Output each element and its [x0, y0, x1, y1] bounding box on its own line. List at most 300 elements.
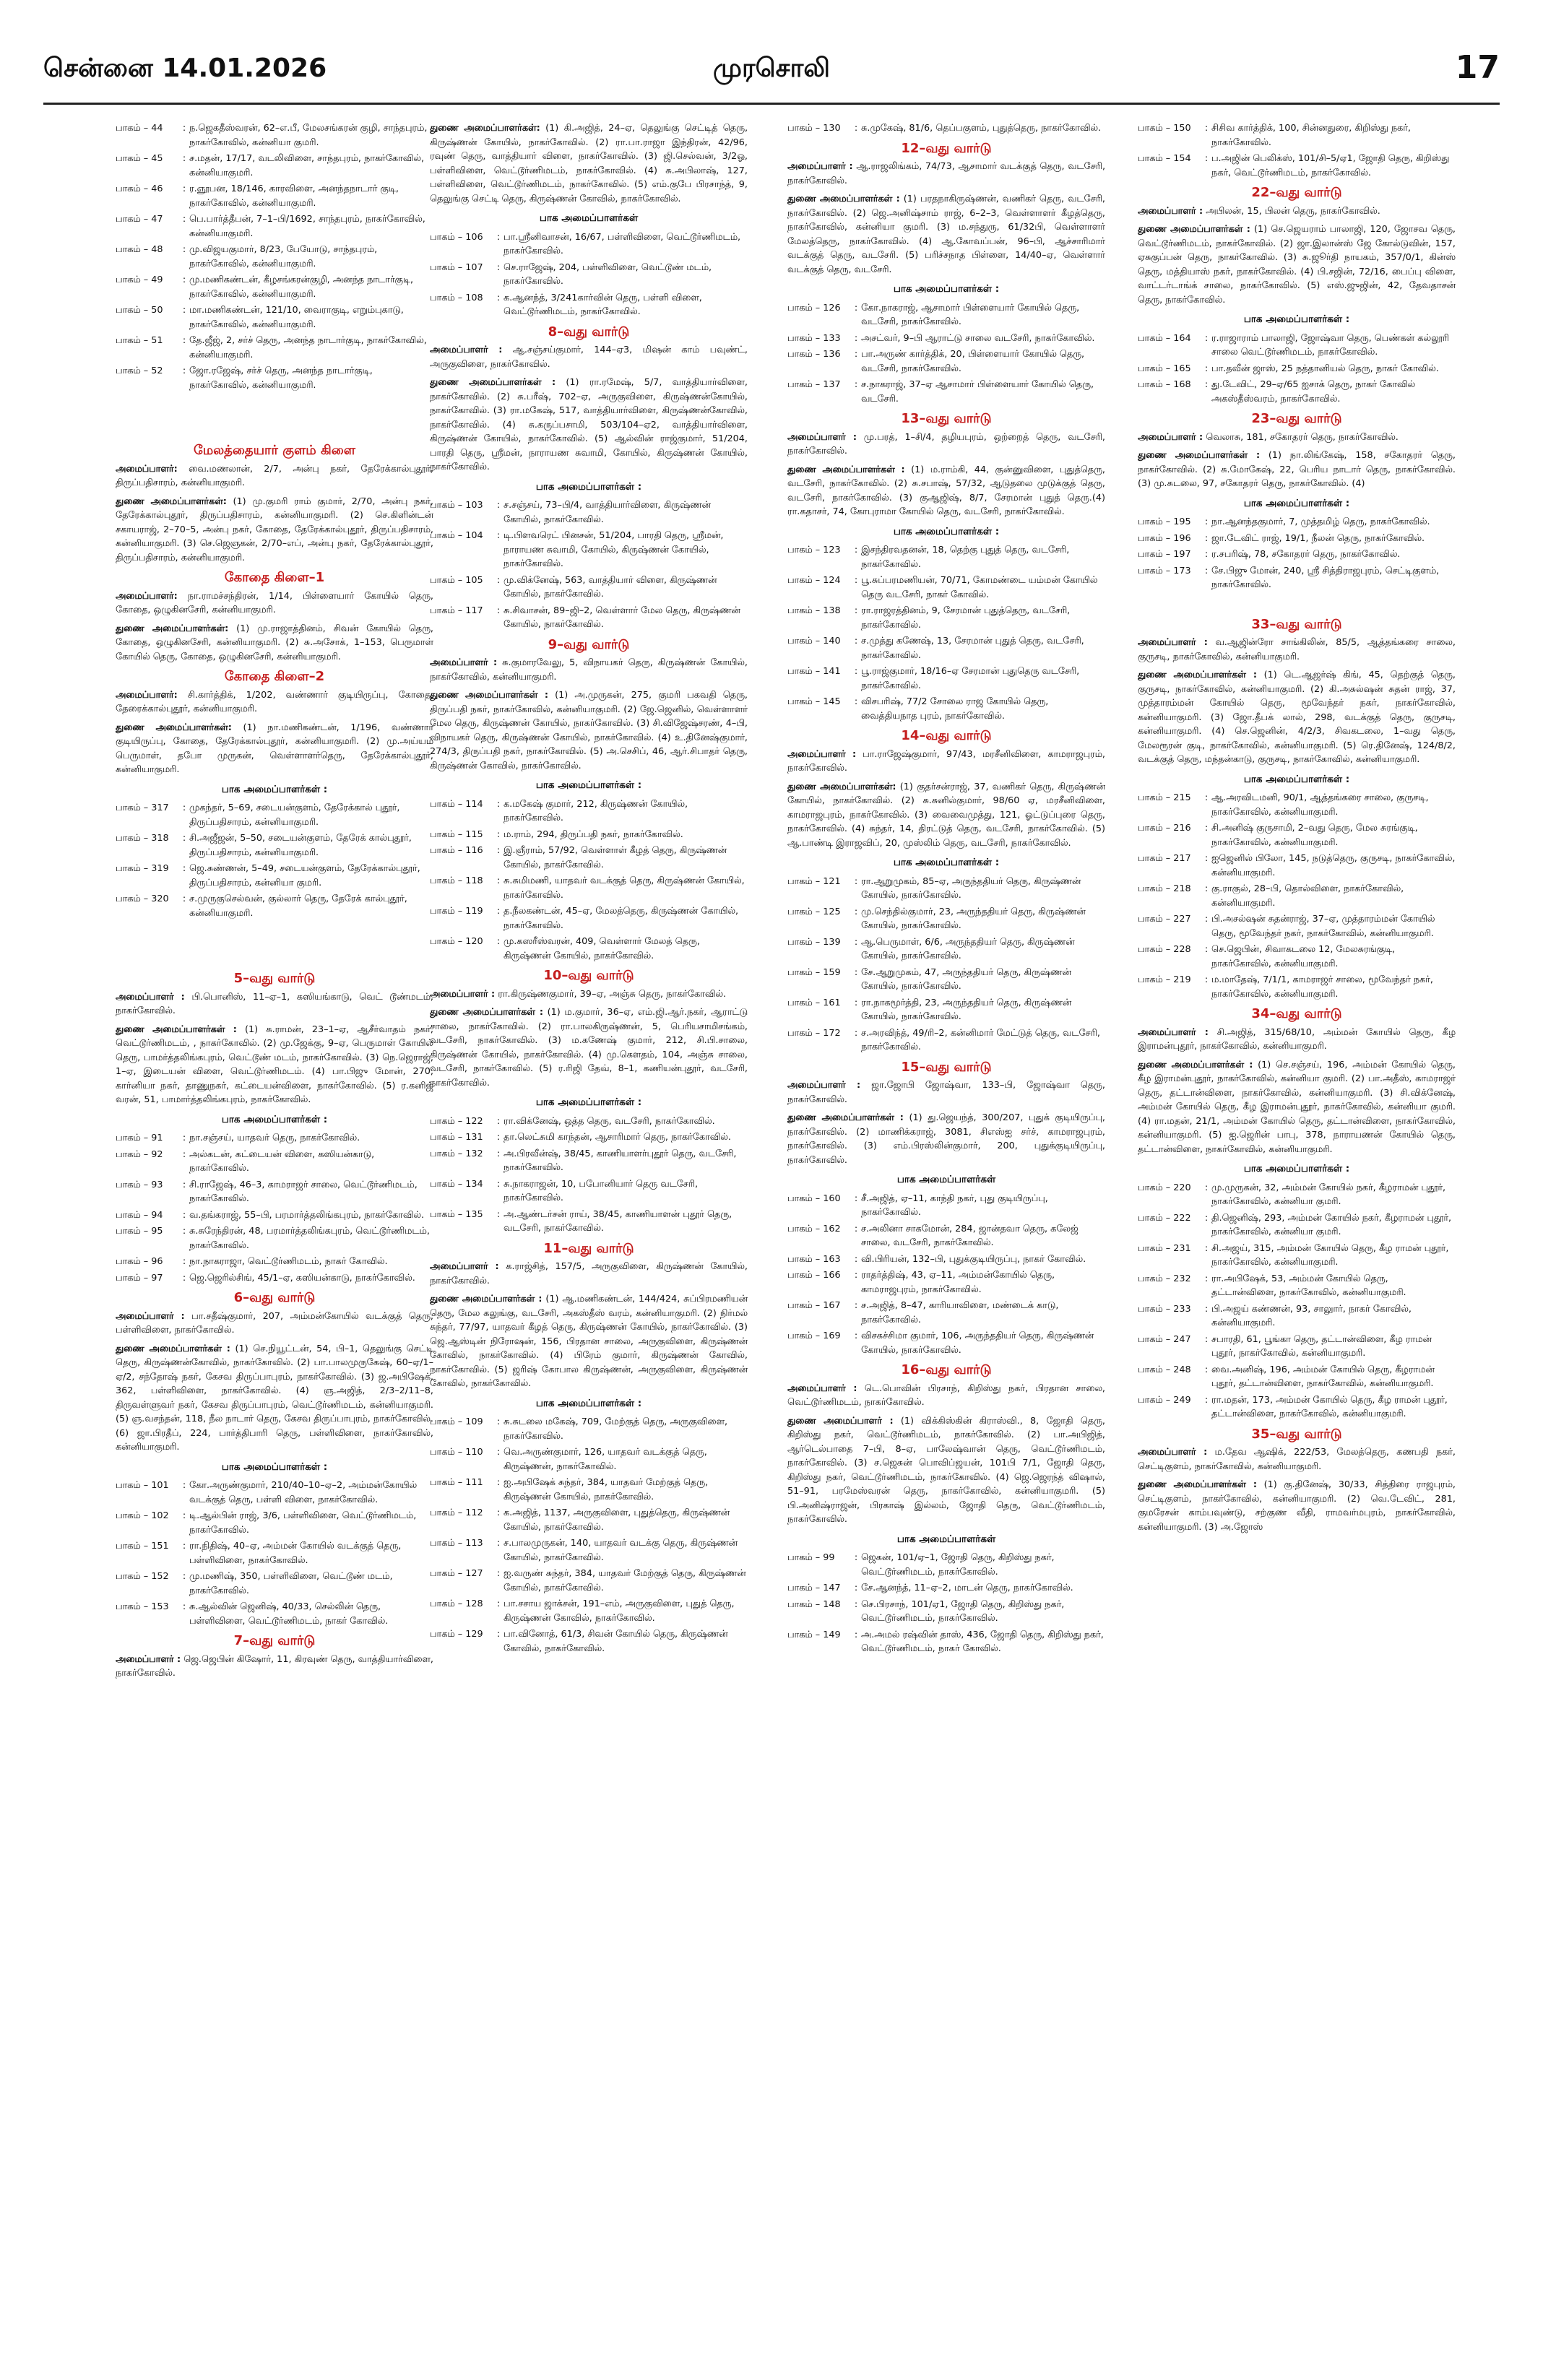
booth-number: பாகம் – 129: [430, 1629, 483, 1640]
role-label: அமைப்பாளர் :: [116, 1310, 185, 1322]
section-heading: 11–வது வார்டு: [543, 1240, 634, 1256]
role-label: துணை அமைப்பாளர்கள்:: [430, 123, 540, 134]
booth-entry: [430, 604, 748, 632]
separator-colon: :: [854, 906, 858, 917]
section-heading: 14–வது வார்டு: [901, 728, 992, 743]
separator-colon: :: [496, 798, 501, 810]
booth-organizer: கோ.அருண்குமார், 210/40–10–ஏ–2, அம்மன்கோயில் வடக்குத் தெரு, பள்ளி விளை, நாகர்கோவில்.: [189, 1480, 418, 1505]
booth-entry: [116, 1208, 433, 1223]
booth-organizer: நா.சஞ்சய், யாதவர் தெரு, நாகர்கோவில்.: [189, 1133, 360, 1143]
booth-number: பாகம் – 317: [116, 802, 169, 813]
separator-colon: :: [1204, 123, 1209, 134]
booth-organizer: பா.தவீன் ஜாஸ், 25 நத்தானியல் தெரு, நாகர் கோவில்.: [1211, 363, 1439, 374]
booth-number: பாகம் – 137: [787, 379, 841, 390]
newspaper-name: முரசொலி: [713, 53, 830, 83]
section-heading: 7–வது வார்டு: [233, 1633, 316, 1648]
separator-colon: :: [1204, 1212, 1209, 1224]
booth-organizer: சீ.அஜித், ஏ–11, காந்தி நகர், புது குடியிருப்பு, நாகர்கோவில்.: [861, 1193, 1048, 1218]
booth-number: பாகம் – 128: [430, 1598, 483, 1609]
booth-number: பாகம் – 50: [116, 305, 163, 316]
organizer-paragraph: [787, 748, 1105, 776]
separator-colon: :: [182, 1133, 186, 1143]
booth-entry: [430, 1597, 748, 1625]
separator-colon: :: [496, 530, 501, 541]
booth-number: பாகம் – 125: [787, 906, 841, 917]
booth-number: பாகம் – 166: [787, 1270, 841, 1281]
booth-entry: [116, 1255, 433, 1269]
booth-entry: [787, 574, 1105, 602]
column-4: [1138, 121, 1456, 2353]
booth-organizer: க.அஜித், 1137, அருகுவிளை, புதுத்தெரு, கிருஷ்ணன் கோயில், நாகர்கோவில்.: [503, 1507, 730, 1533]
booth-entry: [116, 892, 433, 920]
role-names: (1) செ.நியூட்டன், 54, பி–1, தெலுங்கு செட்டி தெரு, கிருஷ்ணன்கோவில், நாகர்கோவில். (2) பா.பாலமுருகேஷ், 60–ஏ/1–ஏ/2, சந்தோஷ் நகர், கேசவ திருப்பாபுரம், நாகர்கோவில். (3) ஜ.அபிஷேக், 362, பள்ளிவிளை, நாகர்கோவில். (4) ஞ.அஜித், 2/3–2/11–8, திருவள்ளுவர் நகர், கேசவ திருப்பாபுரம், வெட்டூர்ணிமடம், கன்னியாகுமரி. (5) ஞ.வசந்தன், 118, நீல நாடார் தெரு, கேசவ திருப்பாபுரம், நாகர்கோவில். (6) ஜா.பிரதீப், 224, பார்த்திபாரி தெரு, பள்ளிவிளை, நாகர்கோவில், கன்னியாகுமரி.: [116, 1343, 433, 1453]
booth-organizer: ஆ.பெருமாள், 6/6, அருந்ததியர் தெரு, கிருஷ்ணன் கோயில், நாகர்கோவில்.: [861, 936, 1075, 961]
booth-organizer: நா.நாகராஜா, வெட்டூர்ணிமடம், நாகர் கோவில்.: [189, 1256, 388, 1267]
separator-colon: :: [496, 1477, 501, 1488]
booth-organizer: ஜெ.ஜெரில்சிங், 45/1–ஏ, கஸியன்காடு, நாகர்கோவில்.: [189, 1272, 415, 1284]
separator-colon: :: [496, 1416, 501, 1427]
booth-entry: [1138, 1363, 1456, 1391]
booth-number: பாகம் – 173: [1138, 565, 1191, 576]
separator-colon: :: [182, 1571, 186, 1582]
booth-organizer: அல்கடன், கட்டையன் விளை, கஸியன்காடு, நாகர்கோவில்.: [189, 1148, 375, 1174]
booth-organizer: விசகச்சிமா குமார், 106, அருந்ததியர் தெரு, கிருஷ்ணன் கோயில், நாகர்கோவில்.: [861, 1330, 1094, 1356]
booth-entry: [116, 182, 433, 210]
subheading: பாக அமைப்பாளர்கள் :: [535, 480, 642, 493]
separator-colon: :: [496, 1538, 501, 1549]
role-names: சு.குமாரவேலு, 5, விநாயகர் தெரு, கிருஷ்ணன் கோயில், நாகர்கோவில், கன்னியாகுமரி.: [430, 657, 748, 683]
role-names: ஜெ.ஜெபின் கிஷோர், 11, கிரவுண் தெரு, வாத்தியார்விளை, நாகர்கோவில்.: [116, 1653, 433, 1679]
booth-entry: [116, 212, 433, 241]
subheading: பாக அமைப்பாளர்கள் :: [221, 1461, 328, 1473]
booth-organizer: ந.ஜெகதீஸ்வரன், 62–எ.பீ, மேலசங்கரன் குழி, சாந்தபுரம், நாகர்கோவில், கன்னியா குமரி.: [189, 123, 428, 148]
booth-organizer: சே.பிஜு மோன், 240, ஸ்ரீ சித்திராஜபுரம், செட்டிகுளம், நாகர்கோவில்.: [1211, 565, 1440, 590]
organizer-paragraph: [1138, 1445, 1456, 1474]
booth-number: பாகம் – 318: [116, 833, 169, 844]
booth-organizer: கு.ராகுல், 28–பி, தொல்விளை, நாகர்கோவில், கன்னியாகுமரி.: [1211, 883, 1404, 909]
section-heading: 33–வது வார்டு: [1251, 616, 1342, 632]
role-label: துணை அமைப்பாளர்கள் :: [1138, 1059, 1253, 1070]
booth-entry: [1138, 852, 1456, 880]
booth-entry: [787, 875, 1105, 903]
role-label: துணை அமைப்பாளர்கள்:: [116, 623, 229, 634]
role-label: அமைப்பாளர் :: [787, 431, 857, 443]
organizer-paragraph: [787, 1078, 1105, 1107]
role-names: (1) ஆ.மணிகண்டன், 144/424, சுப்பிரமணியன் தெரு, மேல கலுங்கு, வடசேரி, அகஸ்தீஸ் வரம், கன்னியாகுமரி. (2) நிர்மல் சுந்தர், 77/97, யாதவர் கீழத் தெரு, கிருஷ்ணன் கோயில், நாகர்கோவில். (3) ஜெ.ஆஸ்டின் நிரோஷன், 156, பிரதான சாலை, அருகுவிளை, கிருஷ்ணன் கோவில், நாகர்கோவில். (4) பிரேம் குமார், கிருஷ்ணன் கோவில், நாகர்கோவில். (5) ஜரிஷ் கோபால கிருஷ்ணன், அருகுவிளை, கிருஷ்ணன் கோவில், நாகர்கோவில்.: [430, 1294, 748, 1389]
booth-number: பாகம் – 249: [1138, 1394, 1191, 1406]
booth-number: பாகம் – 217: [1138, 853, 1191, 864]
booth-organizer: பா.வினோத், 61/3, சிவன் கோயில் தெரு, கிருஷ்ணன் கோவில், நாகர்கோவில்.: [503, 1629, 728, 1654]
separator-colon: :: [854, 875, 858, 887]
organizer-paragraph: [430, 343, 748, 371]
organizer-paragraph: [116, 1653, 433, 1681]
booth-entry: [430, 904, 748, 932]
booth-entry: [430, 291, 748, 319]
role-label: அமைப்பாளர் :: [430, 657, 498, 668]
booth-number: பாகம் – 197: [1138, 549, 1191, 560]
booth-entry: [787, 634, 1105, 662]
column-3: [787, 121, 1105, 2353]
booth-organizer: ஐ.அபிஷேக் சுந்தர், 384, யாதவர் மேற்குத் தெரு, கிருஷ்ணன் கோயில், நாகர்கோவில்.: [503, 1477, 709, 1502]
booth-entry: [116, 364, 433, 392]
separator-colon: :: [496, 292, 501, 303]
organizer-paragraph: [430, 987, 748, 1002]
booth-organizer: ச.அரவிந்த், 49/ரி–2, கன்னிமார் மேட்டுத் தெரு, வடசேரி, நாகர்கோவில்.: [861, 1027, 1100, 1052]
booth-number: பாகம் – 126: [787, 302, 841, 313]
booth-number: பாகம் – 319: [116, 863, 169, 874]
separator-colon: :: [182, 183, 186, 194]
organizer-paragraph: [430, 1005, 748, 1090]
booth-organizer: தே.ஜீஜ், 2, சர்ச் தெரு, அனந்த நாடார்குடி, நாகர்கோவில், கன்னியாகுமரி.: [189, 335, 427, 360]
role-label: அமைப்பாளர்:: [116, 590, 178, 602]
booth-organizer: ச.மதன், 17/17, வடலிவிளை, சாந்தபுரம், நாகர்கோவில், கன்னியாகுமரி.: [189, 153, 425, 178]
separator-colon: :: [182, 863, 186, 874]
booth-number: பாகம் – 45: [116, 153, 163, 164]
role-label: துணை அமைப்பாளர்கள் :: [430, 1294, 543, 1304]
booth-number: பாகம் – 49: [116, 274, 163, 285]
role-label: துணை அமைப்பாளர்கள் :: [787, 464, 905, 475]
booth-entry: [430, 1130, 748, 1145]
booth-entry: [430, 1177, 748, 1206]
separator-colon: :: [1204, 1394, 1209, 1406]
separator-colon: :: [1204, 1273, 1209, 1284]
booth-number: பாகம் – 114: [430, 798, 483, 810]
booth-organizer: சு.சிவாசன், 89–ஜி–2, வெள்ளார் மேல தெரு, கிருஷ்ணன் கோயில், நாகர்கோவில்.: [503, 605, 740, 630]
booth-organizer: ஜோ.ரஜேஷ், சர்ச் தெரு, அனந்த நாடார்குடி, நாகர்கோவில், கன்னியாகுமரி.: [189, 365, 373, 391]
separator-colon: :: [496, 1115, 501, 1127]
booth-entry: [787, 543, 1105, 571]
booth-entry: [430, 828, 748, 842]
separator-colon: :: [496, 1447, 501, 1458]
booth-organizer: ர.சபரிஷ், 78, சகோதரர் தெரு, நாகர்கோவில்.: [1211, 549, 1401, 560]
booth-number: பாகம் – 109: [430, 1416, 483, 1427]
booth-number: பாகம் – 140: [787, 636, 841, 646]
organizer-paragraph: [430, 376, 748, 475]
separator-colon: :: [1204, 565, 1209, 576]
booth-organizer: கோ.நாகராஜ், ஆசாமார் பிள்ளையார் கோயில் தெரு, வடசேரி, நாகர்கோவில்.: [861, 302, 1080, 327]
booth-number: பாகம் – 108: [430, 292, 483, 303]
booth-organizer: பி.அஜய் கண்ணன், 93, சாலுார், நாகர் கோவில், கன்னியாகுமரி.: [1211, 1303, 1412, 1328]
role-names: மு.பரத், 1–சி/4, தழியபுரம், ஒற்றைத் தெரு, வடசேரி, நாகர்கோவில்.: [787, 431, 1105, 456]
role-names: டெ.பொவின் பிரசாந், கிறிஸ்து நகர், பிரதான சாலை, வெட்டூர்ணிமடம், நாகர்கோவில்.: [787, 1382, 1105, 1408]
booth-number: பாகம் – 118: [430, 875, 483, 886]
subheading: பாக அமைப்பாளர்கள் :: [221, 783, 328, 795]
booth-organizer: த.நீலகண்டன், 45–ஏ, மேலத்தெரு, கிருஷ்ணன் கோயில், நாகர்கோவில்.: [503, 906, 739, 931]
booth-organizer: ஐஜெனில் பிலோ, 145, நடுத்தெரு, குருசடி, நாகர்கோவில், கன்னியாகுமரி.: [1211, 853, 1456, 878]
booth-entry: [1138, 1393, 1456, 1421]
separator-colon: :: [496, 936, 501, 947]
booth-entry: [1138, 152, 1456, 180]
role-names: (1) மு.குமரி ராம் குமார், 2/70, அன்பு நகர், தேரேக்கால்புதூர், திருப்பதிசாரம், கன்னியாகுமரி. (2) செ.கிளின்டன் சகாயராஜ், 2–70–5, அன்பு நகர், கோதை, தேரேக்கால்புதூர், திருப்பதிசாரம், கன்னியாகுமரி. (3) செ.ஜெஞகன், 2/70–எப், அன்பு நகர், தேரேக்கால்புதூர், திருப்பதிசாரம், கன்னியாகுமரி.: [116, 496, 433, 563]
role-label: துணை அமைப்பாளர்கள் :: [430, 377, 556, 388]
booth-organizer: மு.கஸரீஸ்வரன், 409, வெள்ளார் மேலத் தெரு, கிருஷ்ணன் கோயில், நாகர்கோவில்.: [503, 936, 700, 961]
separator-colon: :: [1204, 379, 1209, 390]
subheading: பாக அமைப்பாளர்கள் :: [535, 1096, 642, 1108]
booth-entry: [430, 1445, 748, 1474]
booth-number: பாகம் – 150: [1138, 123, 1191, 134]
role-names: (1) பரதநாகிருஷ்ணன், வணிகர் தெரு, வடசேரி, நாகர்கோவில். (2) ஜெ.அனிஷ்சாம் ராஜ், 6–2–3, வெள்ளாளர் கீழத்தெரு, நாகர்கோவில், கன்னியா குமரி. (3) ம.சந்துரு, 61/32பி, வெள்ளாளர் மேலத்தெரு, நாகர்கோவில். (4) ஆ.கோவப்பன், 96–பி, ஆச்சாரிமார் வடக்குத் தெரு, வடசேரி. (5) பரிச்சநாத பிள்ளை, 14/40–ஏ, வெள்ளார் வடக்குத் தெரு, வடசேரி.: [787, 194, 1105, 275]
booth-organizer: ரா.ராஜரத்தினம், 9, சேரமான் புதுத்தெரு, வடசேரி, நாகர்கோவில்.: [861, 605, 1071, 631]
role-label: அமைப்பாளர் :: [1138, 205, 1203, 217]
booth-organizer: பெ.பார்த்தீபன், 7–1–பி/1692, சாந்தபுரம், நாகர்கோவில், கன்னியாகுமரி.: [189, 214, 425, 239]
booth-number: பாகம் – 48: [116, 244, 163, 255]
booth-organizer: நா.ஆனந்தகுமார், 7, முத்தமிழ் தெரு, நாகர்கோவில்.: [1211, 516, 1430, 527]
booth-number: பாகம் – 115: [430, 828, 483, 840]
subheading: பாக அமைப்பாளர்கள் :: [1243, 497, 1350, 509]
separator-colon: :: [1204, 1182, 1209, 1193]
booth-number: பாகம் – 165: [1138, 363, 1191, 374]
booth-number: பாகம் – 131: [430, 1132, 483, 1143]
booth-organizer: வி.பிரியன், 132–பி, புதுக்குடியிருப்பு, நாகர் கோவில்.: [861, 1253, 1086, 1265]
booth-entry: [1138, 332, 1456, 360]
booth-entry: [1138, 1211, 1456, 1239]
organizer-paragraph: [1138, 449, 1456, 491]
booth-entry: [116, 1600, 433, 1628]
booth-entry: [787, 1329, 1105, 1357]
booth-number: பாகம் – 152: [116, 1571, 169, 1582]
booth-entry: [1138, 564, 1456, 592]
booth-number: பாகம் – 220: [1138, 1182, 1191, 1193]
booth-number: பாகம் – 101: [116, 1480, 169, 1491]
booth-entry: [787, 121, 1105, 136]
booth-number: பாகம் – 96: [116, 1256, 163, 1267]
separator-colon: :: [854, 123, 858, 134]
role-names: (1) அ.முருகன், 275, குமரி பகவதி தெரு, திருப்பதி நகர், நாகர்கோவில், கன்னியாகுமரி. (2) ஜே.ஜெனில், வெள்ளாளர் மேல தெரு, கிருஷ்ணன் கோயில், நாகர்கோவில். (3) சி.விஜேஷ்சரண், 4–பி, விநாயகர் தெரு, கிருஷ்ணன் கோயில், நாகர்கோவில். (4) உ.தினேஷ்குமார், 274/3, திருப்பதி நகர், நாகர்கோவில். (5) அ.செசிப், 46, ஆர்.சிபாதர் தெரு, கிருஷ்ணன் கோவில், நாகர்கோவில்.: [430, 690, 748, 771]
booth-number: பாகம் – 51: [116, 335, 163, 346]
column-2: [430, 121, 748, 2353]
subheading: பாக அமைப்பாளர்கள் :: [221, 1113, 328, 1125]
separator-colon: :: [854, 696, 858, 707]
separator-colon: :: [182, 833, 186, 844]
booth-entry: [1138, 548, 1456, 562]
booth-number: பாகம் – 169: [787, 1330, 841, 1341]
separator-colon: :: [1204, 532, 1209, 544]
role-label: துணை அமைப்பாளர்கள்:: [116, 496, 227, 507]
booth-entry: [116, 273, 433, 301]
booth-organizer: மு.செந்தில்குமார், 23, அருந்ததியர் தெரு, கிருஷ்ணன் கோயில், நாகர்கோவில்.: [861, 906, 1086, 931]
booth-number: பாகம் – 104: [430, 530, 483, 541]
organizer-paragraph: [1138, 1478, 1456, 1534]
section-heading: கோதை கிளை–1: [224, 570, 325, 585]
booth-organizer: ஆ.அரவிடமனி, 90/1, ஆத்தங்கரை சாலை, குருசடி, நாகர்கோவில், கன்னியாகுமரி.: [1211, 792, 1429, 818]
separator-colon: :: [1204, 1364, 1209, 1375]
role-label: அமைப்பாளர் :: [1138, 637, 1208, 648]
organizer-paragraph: [116, 589, 433, 618]
organizer-paragraph: [116, 721, 433, 777]
booth-organizer: மு.மணிகண்டன், கீழசங்கரன்குழி, அனந்த நாடார்குடி, நாகர்கோவில், கன்னியாகுமரி.: [189, 274, 414, 300]
role-label: துணை அமைப்பாளர்கள் :: [430, 690, 548, 701]
section-heading: மேலத்தையார் குளம் கிளை: [193, 443, 356, 458]
booth-organizer: சே.ஆறுமுகம், 47, அருந்ததியர் தெரு, கிருஷ்ணன் கோயில், நாகர்கோவில்.: [861, 966, 1071, 992]
booth-entry: [1138, 515, 1456, 529]
separator-colon: :: [854, 379, 858, 390]
booth-number: பாகம் – 99: [787, 1552, 835, 1563]
separator-colon: :: [854, 1253, 858, 1265]
role-label: துணை அமைப்பாளர்கள் :: [1138, 1479, 1257, 1490]
organizer-paragraph: [787, 192, 1105, 277]
role-names: சி.அஜித், 315/68/10, அம்மன் கோயில் தெரு, கீழ இராமன்புதூர், நாகர்கோவில், கன்னியாகுமரி.: [1138, 1026, 1456, 1052]
booth-organizer: ச.அலினா சாகமோன், 284, ஜான்தவா தெரு, கலேஜ் சாலை, வடசேரி, நாகர்கோவில்.: [861, 1223, 1079, 1248]
booth-entry: [116, 831, 433, 860]
subheading: பாக அமைப்பாளர்கள் :: [893, 525, 1000, 537]
booth-entry: [787, 1026, 1105, 1055]
separator-colon: :: [1204, 1333, 1209, 1345]
booth-entry: [116, 1509, 433, 1537]
booth-number: பாகம் – 248: [1138, 1364, 1191, 1375]
booth-entry: [1138, 1181, 1456, 1209]
booth-number: பாகம் – 106: [430, 231, 483, 243]
spacer: [1138, 594, 1456, 612]
booth-entry: [1138, 378, 1456, 406]
booth-organizer: ர.ஞூபன, 18/146, காரவிளை, அனந்தநாடார் குடி, நாகர்கோவில், கன்னியாகுமரி.: [189, 183, 399, 209]
booth-organizer: ரா.விக்னேஷ், ஒத்த தெரு, வடசேரி, நாகர்கோவில்.: [503, 1115, 715, 1127]
booth-entry: [116, 152, 433, 180]
role-label: அமைப்பாளர் :: [430, 1261, 499, 1272]
booth-entry: [430, 1567, 748, 1595]
booth-number: பாகம் – 151: [116, 1541, 169, 1552]
booth-number: பாகம் – 136: [787, 349, 841, 360]
section-heading: 35–வது வார்டு: [1251, 1426, 1342, 1442]
booth-number: பாகம் – 134: [430, 1178, 483, 1190]
booth-entry: [787, 905, 1105, 933]
separator-colon: :: [496, 500, 501, 511]
separator-colon: :: [854, 1583, 858, 1593]
separator-colon: :: [1204, 944, 1209, 955]
booth-entry: [1138, 912, 1456, 940]
separator-colon: :: [496, 845, 501, 856]
organizer-paragraph: [1138, 204, 1456, 219]
role-names: அபிலன், 15, பிலன் தெரு, நாகர்கோவில்.: [1206, 205, 1380, 217]
separator-colon: :: [1204, 792, 1209, 803]
booth-entry: [787, 695, 1105, 723]
booth-organizer: தி.ஜெனிஷ், 293, அம்மன் கோயில் நகர், கீழராமன் புதூர், நாகர்கோவில், கன்னியா குமரி.: [1211, 1212, 1452, 1237]
separator-colon: :: [854, 1330, 858, 1341]
booth-entry: [787, 1222, 1105, 1250]
booth-organizer: சே.ஆனந்த், 11–ஏ–2, மாடன் தெரு, நாகர்கோவில்.: [861, 1583, 1073, 1593]
booth-entry: [787, 301, 1105, 329]
booth-organizer: ம.மாதேஷ், 7/1/1, காமராஜர் சாலை, மூவேந்தர் நகர், நாகர்கோவில், கன்னியாகுமரி.: [1211, 974, 1433, 1000]
booth-entry: [430, 529, 748, 571]
role-names: நா.ராமச்சந்திரன், 1/14, பிள்ளையார் கோயில் தெரு, கோதை, ஒழுகினசேரி, கன்னியாகுமரி.: [116, 590, 433, 615]
booth-organizer: வெ.அருண்குமார், 126, யாதவர் வடக்குத் தெரு, கிருஷ்ணன், நாகர்கோவில்.: [503, 1447, 707, 1472]
booth-number: பாகம் – 161: [787, 997, 841, 1008]
booth-entry: [1138, 1272, 1456, 1300]
separator-colon: :: [854, 936, 858, 948]
separator-colon: :: [496, 261, 501, 273]
booth-number: பாகம் – 103: [430, 500, 483, 511]
separator-colon: :: [496, 605, 501, 616]
subheading: பாக அமைப்பாளர்கள் :: [1243, 773, 1350, 785]
separator-colon: :: [854, 1300, 858, 1311]
role-names: பா.ராஜேஷ்குமார், 97/43, மரசீனிவிளை, காமராஜபுரம், நாகர்கோவில்.: [787, 748, 1105, 774]
separator-colon: :: [854, 1027, 858, 1039]
booth-number: பாகம் – 228: [1138, 944, 1191, 955]
role-names: க.ராஜ்சித், 157/5, அருகுவிளை, கிருஷ்ணன் கோயில், நாகர்கோவில்.: [430, 1261, 748, 1286]
separator-colon: :: [496, 1208, 501, 1220]
section-heading: 8–வது வார்டு: [548, 324, 630, 339]
booth-organizer: டி.ஆல்பின் ராஜ், 3/6, பள்ளிவிளை, வெட்டூர்ணிமடம், நாகர்கோவில்.: [189, 1510, 417, 1536]
booth-number: பாகம் – 141: [787, 666, 841, 677]
booth-organizer: மு.மணிஷ், 350, பள்ளிவிளை, வெட்டூண் மடம், நாகர்கோவில்.: [189, 1571, 393, 1596]
separator-colon: :: [182, 1226, 186, 1237]
subheading: பாக அமைப்பாளர்கள் :: [535, 779, 642, 791]
booth-organizer: ச.நாகராஜ், 37–ஏ ஆசாமார் பிள்ளையார் கோயில் தெரு, வடசேரி.: [861, 379, 1094, 404]
organizer-paragraph: [787, 1414, 1105, 1527]
booth-number: பாகம் – 159: [787, 966, 841, 978]
booth-entry: [1138, 943, 1456, 971]
booth-organizer: மா.மணிகண்டன், 121/10, வைராகுடி, எறும்புகாடு, நாகர்கோவில், கன்னியாகுமரி.: [189, 305, 404, 330]
booth-entry: [116, 121, 433, 150]
booth-organizer: மு.விஜயகுமார், 8/23, பேயோடு, சாந்தபுரம், நாகர்கோவில், கன்னியாகுமரி.: [189, 244, 378, 269]
spacer: [116, 394, 433, 438]
booth-organizer: சு.சுரேந்திரன், 48, பரமார்த்தலிங்கபுரம், வெட்டூர்ணிமடம், நாகர்கோவில்.: [189, 1226, 430, 1251]
role-names: (1) ம.ராம்கி, 44, குன்னுவிளை, புதுத்தெரு, வடசேரி, நாகர்கோவில். (2) சு.சபாஷ், 57/32, ஆடுதலை முடுக்குத் தெரு, வடசேரி, நாகர்கோவில். (3) குஆஜிஷ், 8/7, சேரமான் புதுத் தெரு.(4) ரா.கதாசர், 74, கோபுராமா கோயில் தெரு, வடசேரி, நாகர்கோவில்.: [787, 464, 1105, 517]
separator-colon: :: [496, 1629, 501, 1640]
booth-organizer: து.டேவிட், 29–ஏ/65 ஐசாக் தெரு, நாகர் கோவில் அகஸ்தீஸ்வரம், நாகர்கோவில்.: [1211, 379, 1416, 404]
booth-organizer: தா.லெட்சுமி காந்தன், ஆசாரிமார் தெரு, நாகர்கோவில்.: [503, 1132, 731, 1143]
booth-entry: [430, 1627, 748, 1656]
booth-entry: [116, 334, 433, 362]
subheading: பாக அமைப்பாளர்கள்: [539, 212, 639, 224]
organizer-paragraph: [787, 1111, 1105, 1167]
booth-entry: [787, 665, 1105, 693]
role-names: சி.கார்த்திக், 1/202, வண்ணார் குடியிருப்பு, கோதை, தேரைக்கால்புதூர், கன்னியாகுமரி.: [116, 689, 433, 714]
booth-entry: [430, 1476, 748, 1504]
booth-organizer: க.மகேஷ் குமார், 212, கிருஷ்ணன் கோயில், நாகர்கோவில்.: [503, 798, 688, 823]
booth-organizer: ஜா.டேவிட் ராஜ், 19/1, நீலன் தெரு, நாகர்கோவில்.: [1211, 532, 1425, 544]
separator-colon: :: [1204, 332, 1209, 344]
separator-colon: :: [182, 1209, 186, 1221]
booth-number: பாகம் – 122: [430, 1115, 483, 1127]
separator-colon: :: [496, 1148, 501, 1159]
booth-organizer: பா.சசாய ஜாக்சன், 191–எம், அருகுவிளை, புதுத் தெரு, கிருஷ்ணன் கோவில், நாகர்கோவில்.: [503, 1598, 735, 1624]
separator-colon: :: [854, 1193, 858, 1204]
separator-colon: :: [854, 1552, 858, 1563]
booth-entry: [787, 1598, 1105, 1626]
section-heading: 5–வது வார்டு: [233, 971, 316, 986]
separator-colon: :: [1204, 853, 1209, 864]
header-rule: [43, 103, 1500, 105]
role-label: துணை அமைப்பாளர்கள் :: [787, 194, 900, 204]
column-1: [116, 121, 433, 2353]
section-heading: 23–வது வார்டு: [1251, 411, 1342, 426]
separator-colon: :: [854, 966, 858, 978]
organizer-paragraph: [1138, 222, 1456, 307]
organizer-paragraph: [116, 495, 433, 566]
organizer-paragraph: [116, 622, 433, 665]
role-label: துணை அமைப்பாளர்கள் :: [116, 1024, 237, 1035]
booth-organizer: இ.ஞீராம், 57/92, வெள்ளாள் கீழத் தெரு, கிருஷ்ணன் கோயில், நாகர்கோவில்.: [503, 845, 727, 870]
booth-entry: [1138, 1242, 1456, 1270]
separator-colon: :: [182, 214, 186, 225]
booth-entry: [430, 935, 748, 963]
booth-organizer: சு.சுடலை மகேஷ், 709, மேற்குத் தெரு, அருகுவிளை, நாகர்கோவில்.: [503, 1416, 728, 1442]
booth-organizer: செ.ஜெபின், சிவாகடலை 12, மேலசுரங்குடி, நாகர்கோவில், கன்னியாகுமரி.: [1211, 944, 1396, 969]
booth-entry: [430, 874, 748, 902]
role-label: துணை அமைப்பாளர்கள் :: [116, 1343, 230, 1354]
booth-entry: [116, 1271, 433, 1286]
booth-number: பாகம் – 163: [787, 1253, 841, 1265]
booth-number: பாகம் – 231: [1138, 1242, 1191, 1254]
booth-entry: [116, 1479, 433, 1507]
booth-entry: [430, 797, 748, 826]
booth-number: பாகம் – 145: [787, 696, 841, 707]
booth-entry: [116, 303, 433, 332]
booth-number: பாகம் – 93: [116, 1179, 163, 1190]
section-heading: 12–வது வார்டு: [901, 140, 992, 156]
booth-number: பாகம் – 44: [116, 123, 163, 134]
booth-number: பாகம் – 46: [116, 183, 163, 194]
